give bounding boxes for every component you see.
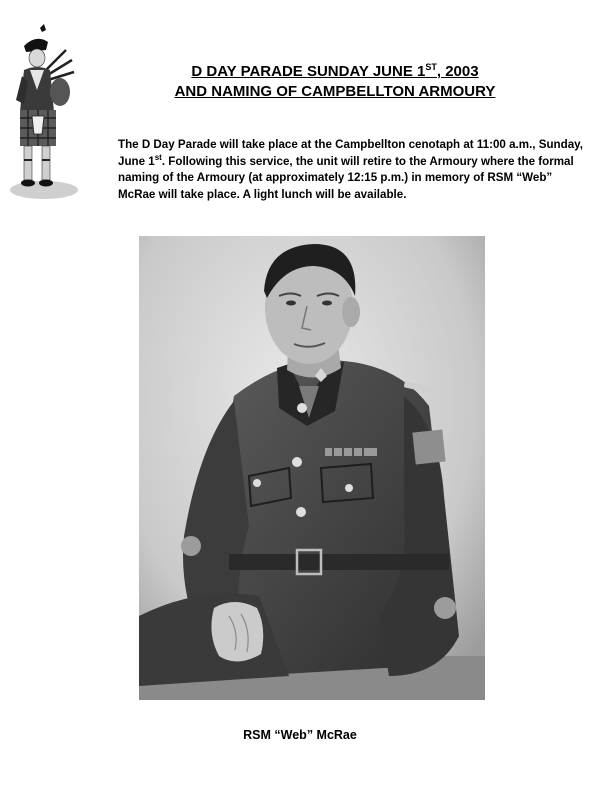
bagpiper-illustration [4,20,80,202]
photo-caption: RSM “Web” McRae [243,728,357,742]
headline-line-2: AND NAMING OF CAMPBELLTON ARMOURY [174,83,496,100]
sleeve-patch [412,430,445,465]
intro-paragraph: The D Day Parade will take place at the Campbellton cenotaph at 11:00 a.m., Sunday, June 1st. Following this service, the unit will retire to the Armoury where the formal naming of the Armoury (at approximately 12:15 p.m.) in memory of RSM “Web” McRae will take place. A light lunch will be available. [118,138,583,201]
piper-sporran [32,116,44,134]
headline-line-1: D DAY PARADE SUNDAY JUNE 1ST, 2003 [191,62,479,80]
headline [100,62,570,102]
left-sleeve-badge [181,536,201,556]
portrait-hand [211,602,263,662]
right-sleeve-badge [434,597,456,619]
piper-bag [50,78,70,106]
piper-head [29,49,45,67]
uniform-belt [229,554,449,570]
portrait-photograph [139,236,485,700]
